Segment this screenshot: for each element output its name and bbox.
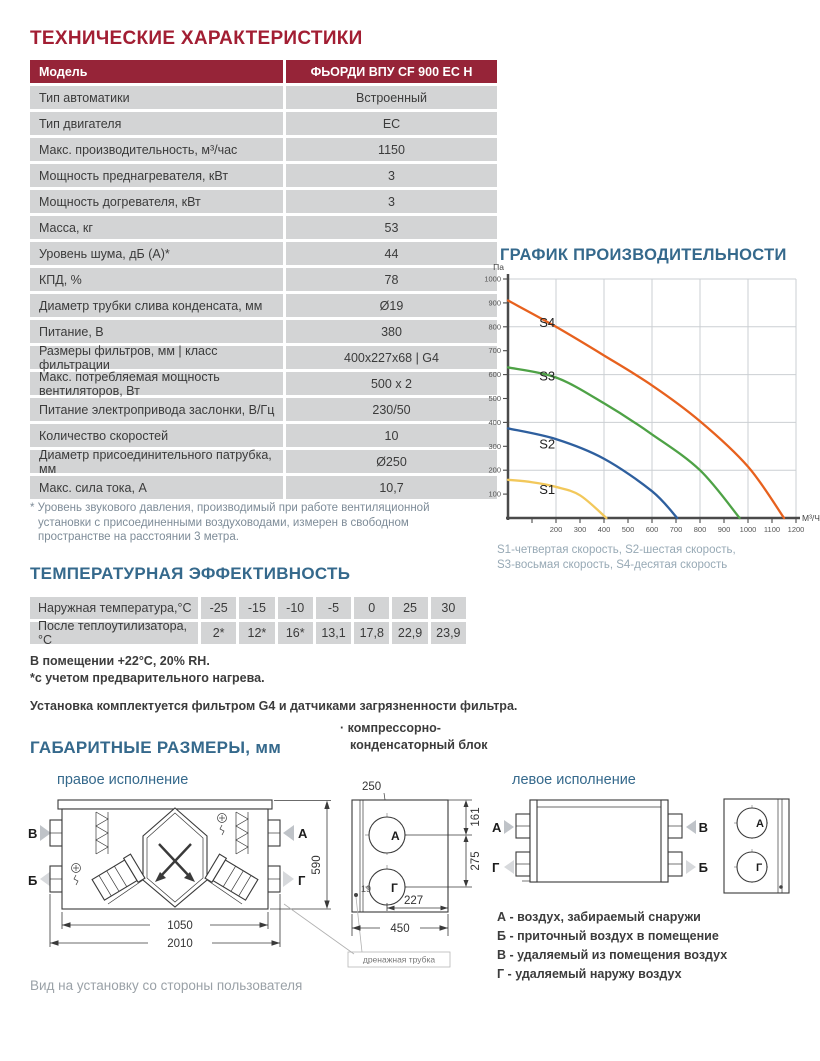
svg-text:1000: 1000 xyxy=(484,274,501,284)
spec-row-label: Масса, кг xyxy=(30,216,283,239)
temp-row-label: Наружная температура,°С xyxy=(30,597,198,619)
svg-text:161: 161 xyxy=(470,807,482,827)
port-label-a: А xyxy=(492,820,502,835)
port-label-a: А xyxy=(298,826,308,841)
chart-caption xyxy=(497,543,736,573)
spec-row-label: Макс. потребляемая мощность вентиляторов, Вт xyxy=(30,372,283,395)
left-execution-front-view xyxy=(490,794,710,890)
flow-arrow-icon xyxy=(504,860,514,874)
temp-table xyxy=(30,597,466,647)
svg-text:500: 500 xyxy=(488,394,501,403)
spec-row-value: 380 xyxy=(286,320,497,343)
spec-row-value: 78 xyxy=(286,268,497,291)
flow-arrow-icon xyxy=(40,825,51,841)
port-label-g: Г xyxy=(298,873,306,888)
temp-cell: -10 xyxy=(278,597,313,619)
right-execution-label: правое исполнение xyxy=(57,772,189,788)
svg-text:900: 900 xyxy=(717,525,731,534)
drain-point xyxy=(354,893,358,897)
spec-row-label: Тип автоматики xyxy=(30,86,283,109)
temp-cell: -15 xyxy=(239,597,274,619)
temp-notes-line: *с учетом предварительного нагрева. xyxy=(30,670,265,685)
port-label-v: В xyxy=(698,820,708,835)
svg-text:500: 500 xyxy=(621,525,635,534)
spec-row-label: Питание электропривода заслонки, В/Гц xyxy=(30,398,283,421)
spec-header-value: ФЬОРДИ ВПУ CF 900 EC H xyxy=(286,60,497,83)
spec-row-label: Тип двигателя xyxy=(30,112,283,135)
spec-row-value: ЕС xyxy=(286,112,497,135)
temp-cell: 23,9 xyxy=(431,622,466,644)
spec-footnote-line: * Уровень звукового давления, производимый при работе вентиляционной xyxy=(30,502,430,514)
left-execution-side-view xyxy=(722,795,796,897)
svg-text:600: 600 xyxy=(488,370,501,380)
performance-chart-svg xyxy=(478,262,820,540)
dim-drain: 19 xyxy=(361,884,372,894)
filter-note: Установка комплектуется фильтром G4 и датчиками загрязненности фильтра. xyxy=(30,699,518,713)
svg-text:227: 227 xyxy=(404,895,424,907)
spec-row-value: 500 x 2 xyxy=(286,372,497,395)
spec-row-value: 44 xyxy=(286,242,497,265)
spec-header-label: Модель xyxy=(30,60,283,83)
spec-row-value: 3 xyxy=(286,164,497,187)
temp-notes xyxy=(30,653,265,686)
temp-cell: 16* xyxy=(278,622,313,644)
svg-text:200: 200 xyxy=(549,525,563,534)
flow-arrow-icon xyxy=(686,820,696,834)
svg-text:Г: Г xyxy=(756,862,763,874)
temp-cell: 30 xyxy=(431,597,466,619)
svg-text:S1: S1 xyxy=(539,482,556,498)
chart-caption-line: S3-восьмая скорость, S4-десятая скорость xyxy=(497,559,728,571)
svg-text:590: 590 xyxy=(311,855,323,875)
svg-text:700: 700 xyxy=(669,525,683,534)
port-label-b: Б xyxy=(698,860,708,875)
left-execution-label: левое исполнение xyxy=(512,772,636,788)
spec-row-label: КПД, % xyxy=(30,268,283,291)
chart-section-title: ГРАФИК ПРОИЗВОДИТЕЛЬНОСТИ xyxy=(500,246,787,264)
temp-cell: 13,1 xyxy=(316,622,351,644)
port-legend xyxy=(497,908,727,984)
unit-body xyxy=(530,800,668,882)
drain-tube-label xyxy=(348,952,450,967)
dim-depth xyxy=(352,914,448,936)
svg-text:S3: S3 xyxy=(539,368,556,384)
svg-text:1200: 1200 xyxy=(787,525,805,534)
spec-row-label: Макс. производительность, м³/час xyxy=(30,138,283,161)
svg-text:А: А xyxy=(756,818,764,830)
temp-cell: 25 xyxy=(392,597,427,619)
view-note: Вид на установку со стороны пользователя xyxy=(30,978,303,993)
spec-row-value: 230/50 xyxy=(286,398,497,421)
spec-row-label: Уровень шума, дБ (А)* xyxy=(30,242,283,265)
port-legend-line: Б - приточный воздух в помещение xyxy=(497,929,719,943)
spec-row-label: Диаметр трубки слива конденсата, мм xyxy=(30,294,283,317)
temp-row-label: После теплоутилизатора,°С xyxy=(30,622,198,644)
svg-text:800: 800 xyxy=(693,525,707,534)
dim-port-diameter: 250 xyxy=(362,781,382,793)
port-legend-line: Г - удаляемый наружу воздух xyxy=(497,967,682,981)
spec-footnote xyxy=(30,501,490,545)
svg-text:Па: Па xyxy=(493,262,504,272)
spec-row-value: Встроенный xyxy=(286,86,497,109)
port-label-b: Б xyxy=(28,873,38,888)
dim-inner-width xyxy=(62,912,268,932)
spec-footnote-line: установки с присоединенными воздуховодами, измерен в свободном xyxy=(38,516,409,529)
svg-text:800: 800 xyxy=(488,322,501,332)
flow-arrow-icon xyxy=(283,871,294,887)
dims-section-title: ГАБАРИТНЫЕ РАЗМЕРЫ, мм xyxy=(30,738,282,757)
spec-row-label: Количество скоростей xyxy=(30,424,283,447)
svg-text:300: 300 xyxy=(573,525,587,534)
spec-row-label: Мощность преднагревателя, кВт xyxy=(30,164,283,187)
svg-text:700: 700 xyxy=(488,346,501,356)
temp-cell: 0 xyxy=(354,597,389,619)
svg-text:S4: S4 xyxy=(539,314,556,330)
spec-row-value: 3 xyxy=(286,190,497,213)
port-label-g: Г xyxy=(492,860,500,875)
spec-row-value: Ø250 xyxy=(286,450,497,473)
spec-row-value: 400x227x68 | G4 xyxy=(286,346,497,369)
spec-row-label: Диаметр присоединительного патрубка, мм xyxy=(30,450,283,473)
spec-row-label: Размеры фильтров, мм | класс фильтрации xyxy=(30,346,283,369)
drain-leader-line xyxy=(280,898,360,958)
temp-section-title: ТЕМПЕРАТУРНАЯ ЭФФЕКТИВНОСТЬ xyxy=(30,564,351,583)
spec-row-value: 1150 xyxy=(286,138,497,161)
temp-cell: 17,8 xyxy=(354,622,389,644)
compressor-note-line: · компрессорно- xyxy=(340,721,441,735)
svg-text:450: 450 xyxy=(390,923,410,935)
compressor-note xyxy=(340,720,487,754)
svg-text:А: А xyxy=(391,829,400,843)
right-execution-side-view xyxy=(338,780,488,976)
flow-arrow-icon xyxy=(40,871,51,887)
svg-text:400: 400 xyxy=(488,417,501,427)
drain-point xyxy=(779,885,783,889)
temp-cell: 22,9 xyxy=(392,622,427,644)
temp-cell: 12* xyxy=(239,622,274,644)
svg-text:дренажная трубка: дренажная трубка xyxy=(362,954,436,965)
spec-row-value: 10,7 xyxy=(286,476,497,499)
temp-cell: 2* xyxy=(201,622,236,644)
svg-text:400: 400 xyxy=(597,525,611,534)
port-legend-line: В - удаляемый из помещения воздух xyxy=(497,948,728,962)
spec-table xyxy=(30,60,497,499)
svg-text:S2: S2 xyxy=(539,436,556,452)
flow-arrow-icon xyxy=(686,860,696,874)
chart-caption-line: S1-четвертая скорость, S2-шестая скорость, xyxy=(497,544,736,556)
svg-text:2010: 2010 xyxy=(167,938,193,950)
svg-text:200: 200 xyxy=(488,465,501,475)
temp-cell: -5 xyxy=(316,597,351,619)
flow-arrow-icon xyxy=(283,825,294,841)
spec-row-value: Ø19 xyxy=(286,294,497,317)
spec-row-value: 53 xyxy=(286,216,497,239)
svg-text:1050: 1050 xyxy=(167,920,193,932)
svg-text:Г: Г xyxy=(391,881,398,895)
temp-cell: -25 xyxy=(201,597,236,619)
spec-row-label: Макс. сила тока, А xyxy=(30,476,283,499)
spec-footnote-line: пространстве на расстоянии 3 метра. xyxy=(38,531,239,543)
temp-notes-line: В помещении +22°С, 20% RH. xyxy=(30,654,210,668)
spec-row-label: Мощность догревателя, кВт xyxy=(30,190,283,213)
port-label-v: В xyxy=(28,826,38,841)
svg-text:100: 100 xyxy=(488,489,501,499)
spec-row-label: Питание, В xyxy=(30,320,283,343)
port-legend-line: А - воздух, забираемый снаружи xyxy=(497,910,701,924)
unit-top-cap xyxy=(58,800,272,809)
spec-row-value: 10 xyxy=(286,424,497,447)
spec-section-title: ТЕХНИЧЕСКИЕ ХАРАКТЕРИСТИКИ xyxy=(30,28,363,49)
svg-text:600: 600 xyxy=(645,525,659,534)
flow-arrow-icon xyxy=(504,820,514,834)
dim-height xyxy=(270,801,331,910)
svg-text:900: 900 xyxy=(488,298,501,308)
compressor-note-line: конденсаторный блок xyxy=(350,738,488,752)
svg-text:1100: 1100 xyxy=(763,525,781,534)
svg-text:М³/Ч: М³/Ч xyxy=(802,513,820,523)
svg-text:275: 275 xyxy=(470,851,482,871)
svg-text:1000: 1000 xyxy=(739,525,757,534)
svg-text:300: 300 xyxy=(488,441,501,451)
